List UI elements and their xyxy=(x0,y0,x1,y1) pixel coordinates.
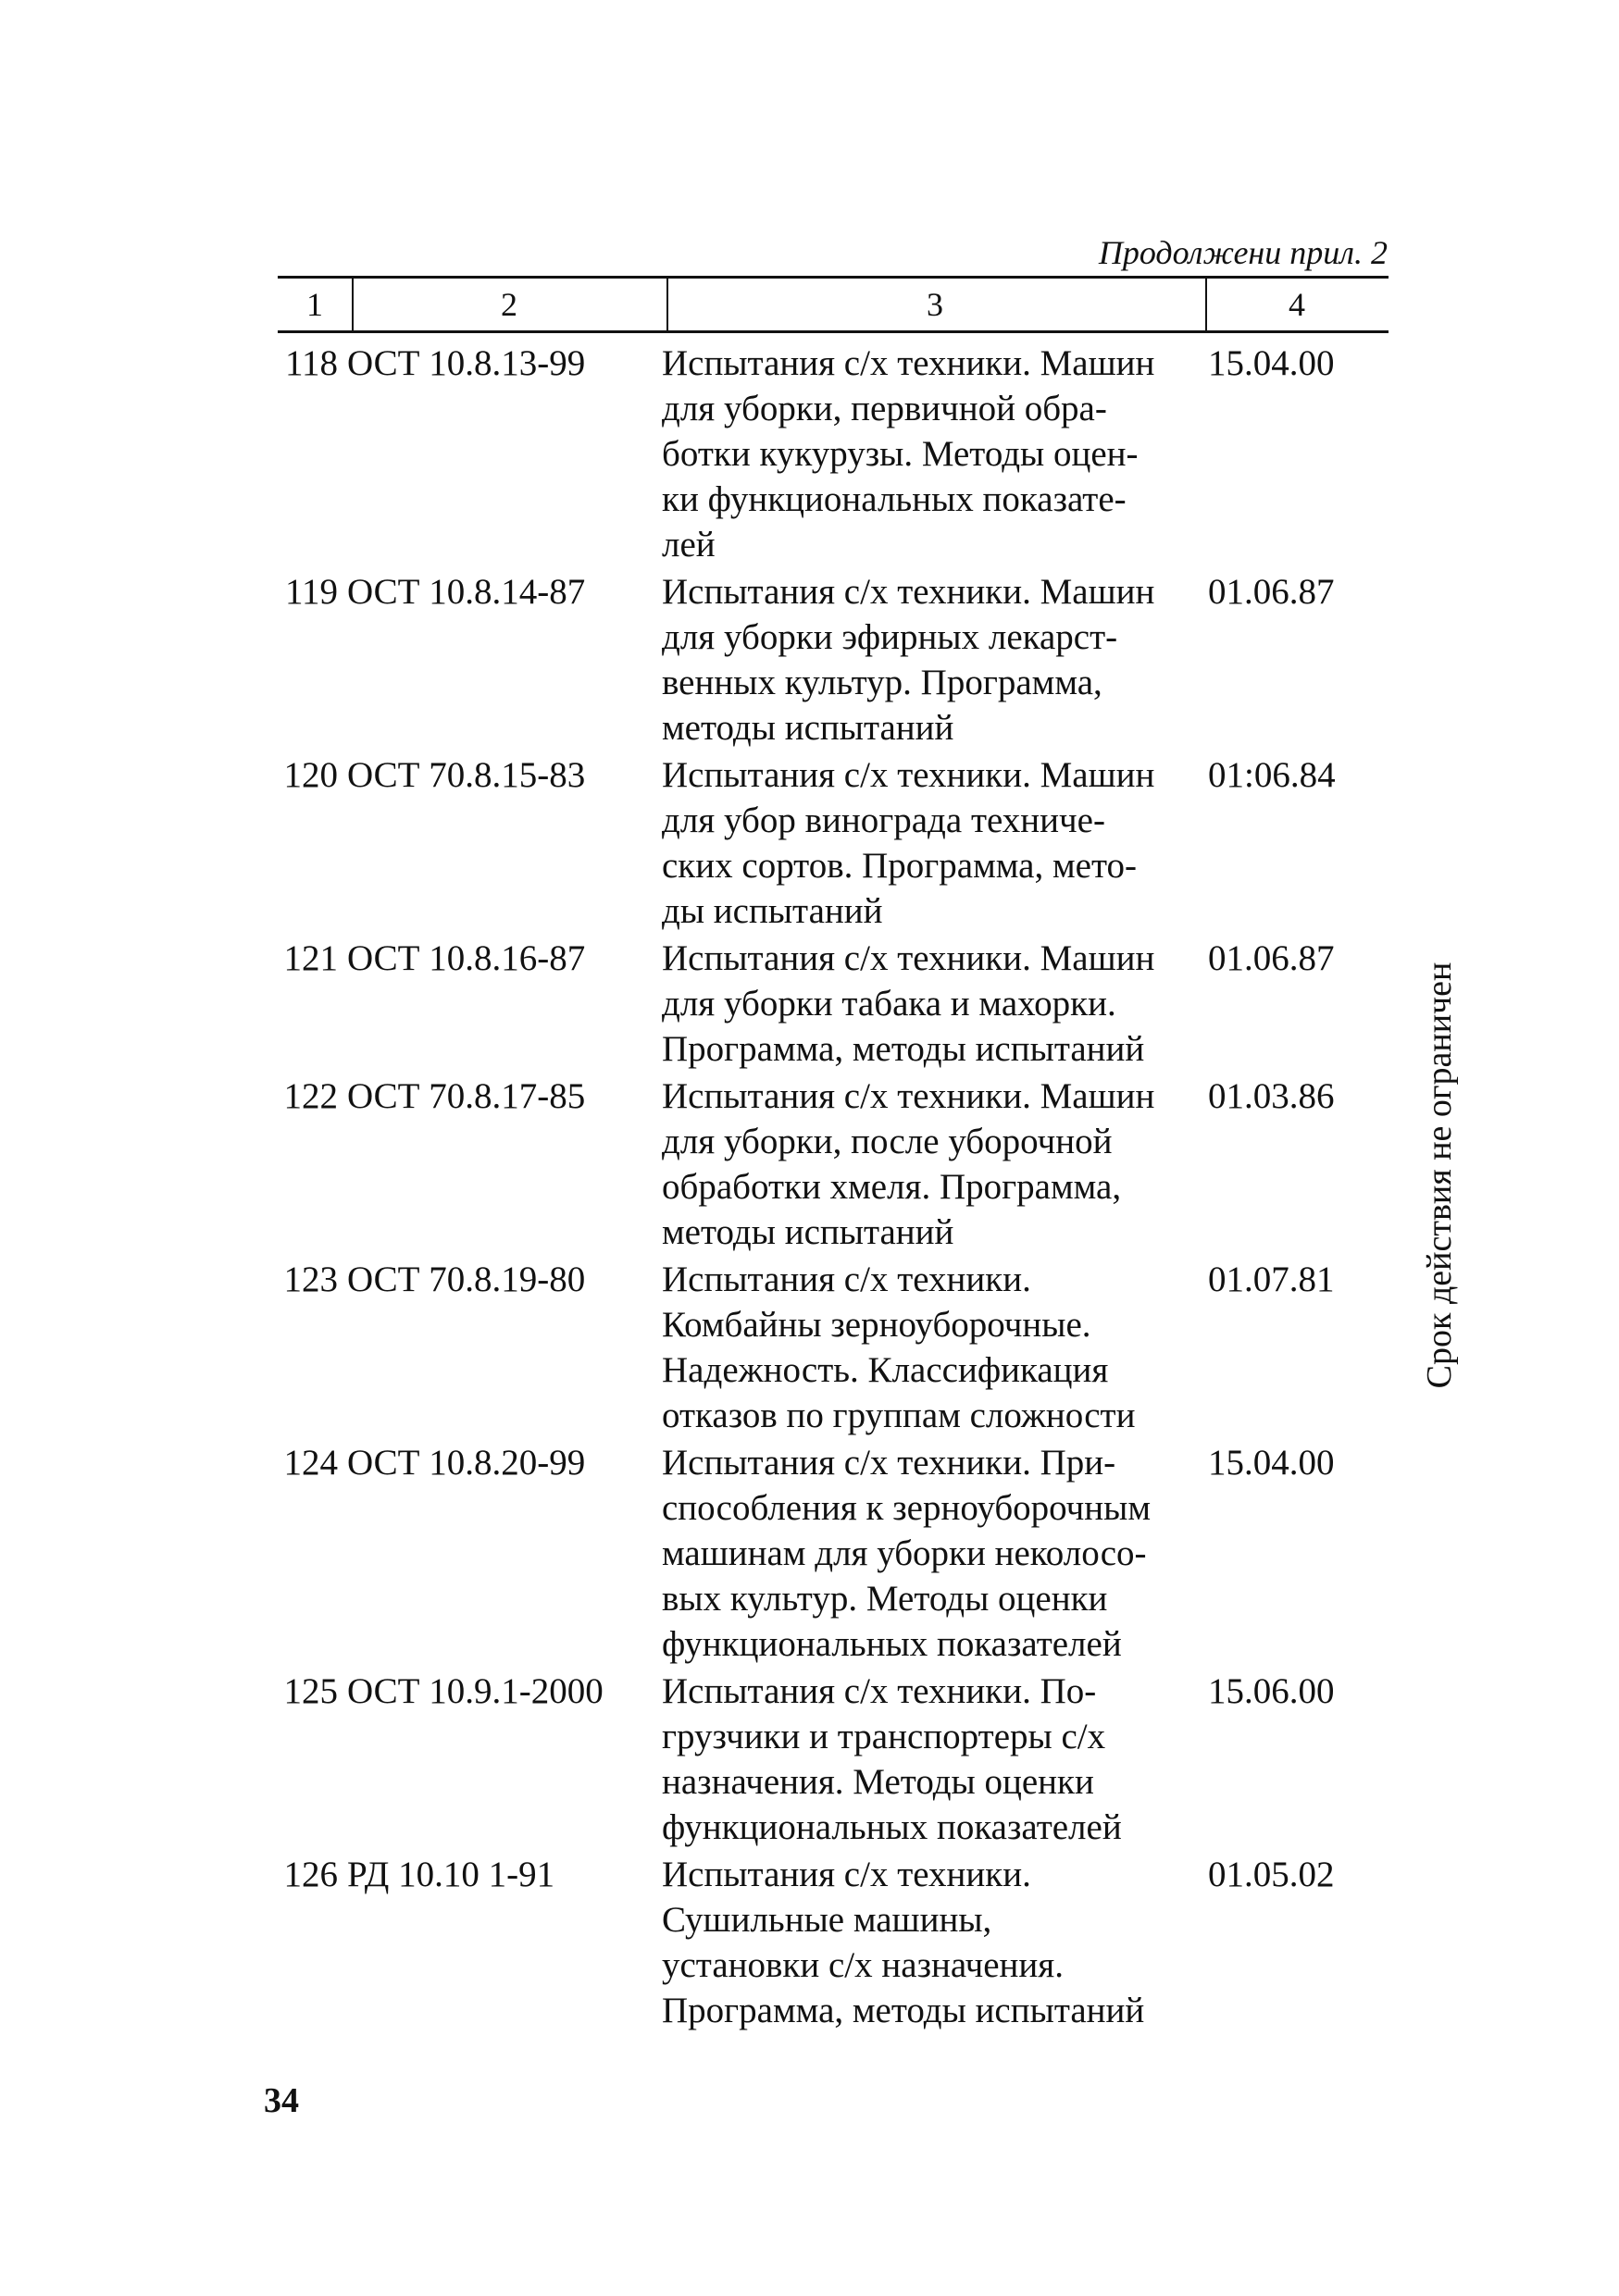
row-number: 120 xyxy=(283,755,338,795)
standard-title xyxy=(662,1074,1199,1255)
title-line: Испытания с/х техники. При- xyxy=(662,1443,1116,1483)
title-line: вых культур. Методы оценки xyxy=(662,1579,1108,1619)
table-row xyxy=(278,1074,1389,1255)
effective-date: 01.03.86 xyxy=(1208,1076,1335,1116)
title-line: Испытания с/х техники. xyxy=(662,1260,1031,1299)
effective-date: 01.06.87 xyxy=(1208,572,1335,612)
row-number: 123 xyxy=(283,1260,338,1299)
title-line: методы испытаний xyxy=(662,708,954,748)
standard-title xyxy=(662,752,1199,934)
standard-title xyxy=(662,341,1199,567)
title-line: ботки кукурузы. Методы оцен- xyxy=(662,434,1139,474)
column-header-4: 4 xyxy=(1289,286,1305,323)
standard-title xyxy=(662,1852,1199,2033)
row-number: 119 xyxy=(284,572,338,612)
standard-code: ОСТ 70.8.15-83 xyxy=(347,755,586,795)
standard-code: ОСТ 70.8.17-85 xyxy=(347,1076,586,1116)
title-line: машинам для уборки неколосо- xyxy=(662,1533,1147,1573)
title-line: Надежность. Классификация xyxy=(662,1350,1109,1390)
standard-code: ОСТ 10.8.13-99 xyxy=(347,343,586,383)
row-number: 121 xyxy=(283,938,338,978)
standard-title xyxy=(662,1257,1199,1438)
title-line: методы испытаний xyxy=(662,1212,954,1252)
title-line: Испытания с/х техники. Машин xyxy=(662,938,1155,978)
table-body xyxy=(278,341,1389,2035)
table-caption: Продолжени прил. 2 xyxy=(1098,234,1388,271)
effective-date: 01.07.81 xyxy=(1208,1260,1335,1299)
title-line: обработки хмеля. Программа, xyxy=(662,1167,1122,1207)
title-line: Сушильные машины, xyxy=(662,1900,992,1940)
standard-code: ОСТ 10.8.16-87 xyxy=(347,938,586,978)
title-line: ских сортов. Программа, мето- xyxy=(662,846,1137,886)
standard-title xyxy=(662,936,1199,1072)
title-line: функциональных показателей xyxy=(662,1624,1122,1664)
row-number: 126 xyxy=(283,1855,338,1894)
table-header xyxy=(278,276,1389,333)
title-line: Испытания с/х техники. xyxy=(662,1855,1031,1894)
title-line: для уборки, после уборочной xyxy=(662,1122,1113,1161)
title-line: для уборки, первичной обра- xyxy=(662,389,1107,428)
title-line: Испытания с/х техники. Машин xyxy=(662,755,1155,795)
title-line: функциональных показателей xyxy=(662,1807,1122,1847)
table-row xyxy=(278,752,1389,934)
standard-code: ОСТ 10.8.14-87 xyxy=(347,572,586,612)
title-line: ки функциональных показате- xyxy=(662,479,1127,519)
title-line: грузчики и транспортеры с/х xyxy=(662,1717,1106,1756)
table-row xyxy=(278,569,1389,751)
table-row xyxy=(278,936,1389,1072)
table-row xyxy=(278,1669,1389,1850)
title-line: ды испытаний xyxy=(662,891,883,931)
standard-code: РД 10.10 1-91 xyxy=(347,1855,555,1894)
row-number: 122 xyxy=(283,1076,338,1116)
standard-title xyxy=(662,1669,1199,1850)
row-number: 118 xyxy=(284,343,338,383)
title-line: Программа, методы испытаний xyxy=(662,1991,1145,2030)
table-row xyxy=(278,341,1389,567)
title-line: Испытания с/х техники. Машин xyxy=(662,572,1155,612)
title-line: отказов по группам сложности xyxy=(662,1396,1136,1435)
title-line: для убор винограда техниче- xyxy=(662,800,1105,840)
effective-date: 01:06.84 xyxy=(1208,755,1336,795)
side-note: Срок действия не ограничен xyxy=(1420,962,1459,1389)
standard-title xyxy=(662,569,1199,751)
title-line: назначения. Методы оценки xyxy=(662,1762,1094,1802)
title-line: лей xyxy=(662,525,716,565)
standard-code: ОСТ 70.8.19-80 xyxy=(347,1260,586,1299)
standard-code: ОСТ 10.8.20-99 xyxy=(347,1443,586,1483)
standard-title xyxy=(662,1440,1199,1667)
title-line: для уборки эфирных лекарст- xyxy=(662,617,1118,657)
title-line: установки с/х назначения. xyxy=(662,1945,1064,1985)
title-line: Испытания с/х техники. Машин xyxy=(662,343,1155,383)
page-number: 34 xyxy=(264,2081,299,2120)
effective-date: 01.06.87 xyxy=(1208,938,1335,978)
title-line: венных культур. Программа, xyxy=(662,663,1102,702)
effective-date: 15.04.00 xyxy=(1208,343,1335,383)
table-row xyxy=(278,1440,1389,1667)
standard-code: ОСТ 10.9.1-2000 xyxy=(347,1671,604,1711)
effective-date: 15.04.00 xyxy=(1208,1443,1335,1483)
table-row xyxy=(278,1257,1389,1438)
table-row xyxy=(278,1852,1389,2033)
title-line: Испытания с/х техники. Машин xyxy=(662,1076,1155,1116)
title-line: способления к зерноуборочным xyxy=(662,1488,1152,1528)
title-line: Комбайны зерноуборочные. xyxy=(662,1305,1091,1345)
row-number: 125 xyxy=(283,1671,338,1711)
effective-date: 01.05.02 xyxy=(1208,1855,1335,1894)
title-line: Программа, методы испытаний xyxy=(662,1029,1145,1069)
row-number: 124 xyxy=(283,1443,338,1483)
column-header-1: 1 xyxy=(306,286,323,323)
column-header-2: 2 xyxy=(501,286,517,323)
title-line: Испытания с/х техники. По- xyxy=(662,1671,1097,1711)
column-header-3: 3 xyxy=(927,286,943,323)
effective-date: 15.06.00 xyxy=(1208,1671,1335,1711)
title-line: для уборки табака и махорки. xyxy=(662,984,1116,1024)
